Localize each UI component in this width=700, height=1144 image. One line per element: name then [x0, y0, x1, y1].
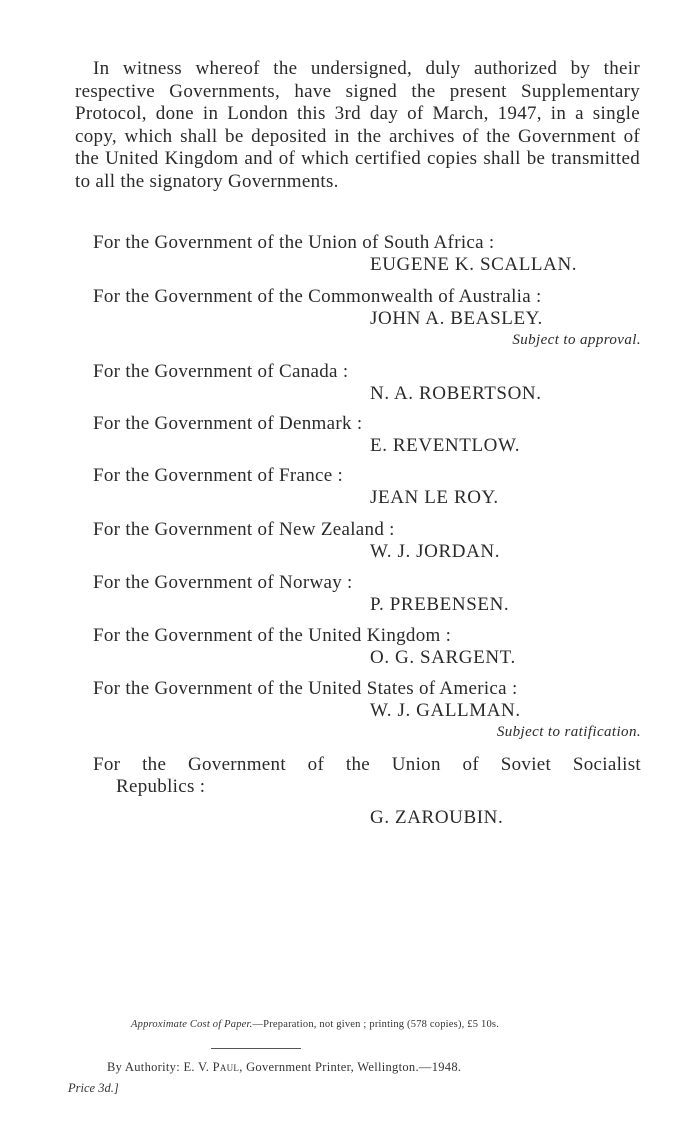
footer-divider	[211, 1048, 301, 1049]
signatory-united-kingdom	[93, 625, 643, 669]
government-label: For the Government of Canada :	[93, 361, 349, 382]
government-label: For the Government of France :	[93, 465, 344, 486]
signer-name: JEAN LE ROY.	[370, 487, 499, 508]
government-label: For the Government of the Union of South Africa :	[93, 232, 495, 253]
signatory-france	[93, 465, 643, 509]
government-label: For the Government of the Union of Soviet Socialist	[93, 754, 641, 775]
signatory-united-states	[93, 678, 643, 742]
authority-line	[107, 1060, 461, 1075]
signer-name: P. PREBENSEN.	[370, 594, 510, 615]
government-label: For the Government of the United States of America :	[93, 678, 518, 699]
signer-note: Subject to approval.	[512, 332, 641, 348]
signer-name: EUGENE K. SCALLAN.	[370, 254, 578, 275]
cost-of-paper-note	[131, 1019, 499, 1030]
government-label-continued: Republics :	[116, 776, 206, 797]
signer-name: W. J. JORDAN.	[370, 541, 501, 562]
signatory-south-africa	[93, 232, 643, 276]
authority-rest: Government Printer, Wellington.—1948.	[246, 1060, 462, 1074]
signer-name: W. J. GALLMAN.	[370, 700, 521, 721]
signer-name: E. REVENTLOW.	[370, 435, 521, 456]
signer-name: O. G. SARGENT.	[370, 647, 516, 668]
signatory-new-zealand	[93, 519, 643, 563]
witness-paragraph: In witness whereof the undersigned, duly authorized by their respective Governments, have signed the present Supplementary Protocol, done in London this 3rd day of March, 1947, in a single copy, which shall be deposited in the archives of the Government of the United Kingdom and of which certified copies shall be transmitted to all the signatory Governments.	[75, 58, 640, 192]
signer-name: G. ZAROUBIN.	[370, 807, 504, 828]
cost-text: —Preparation, not given ; printing (578 copies), £5 10s.	[252, 1019, 500, 1030]
signatory-norway	[93, 572, 643, 616]
signatory-ussr	[93, 754, 643, 829]
signatory-australia	[93, 286, 643, 350]
signatory-denmark	[93, 413, 643, 457]
printer-name: E. V. Paul,	[183, 1060, 243, 1074]
authority-prefix: By Authority:	[107, 1060, 181, 1074]
signer-note: Subject to ratification.	[496, 724, 641, 740]
cost-label: Approximate Cost of Paper.	[131, 1019, 253, 1030]
government-label: For the Government of New Zealand :	[93, 519, 395, 540]
price-label: Price 3d.]	[68, 1081, 119, 1095]
government-label: For the Government of Denmark :	[93, 413, 363, 434]
signatory-canada	[93, 361, 643, 405]
signer-name: N. A. ROBERTSON.	[370, 383, 542, 404]
government-label: For the Government of Norway :	[93, 572, 353, 593]
government-label: For the Government of the Commonwealth of Australia :	[93, 286, 542, 307]
signer-name: JOHN A. BEASLEY.	[370, 308, 543, 329]
government-label: For the Government of the United Kingdom :	[93, 625, 452, 646]
